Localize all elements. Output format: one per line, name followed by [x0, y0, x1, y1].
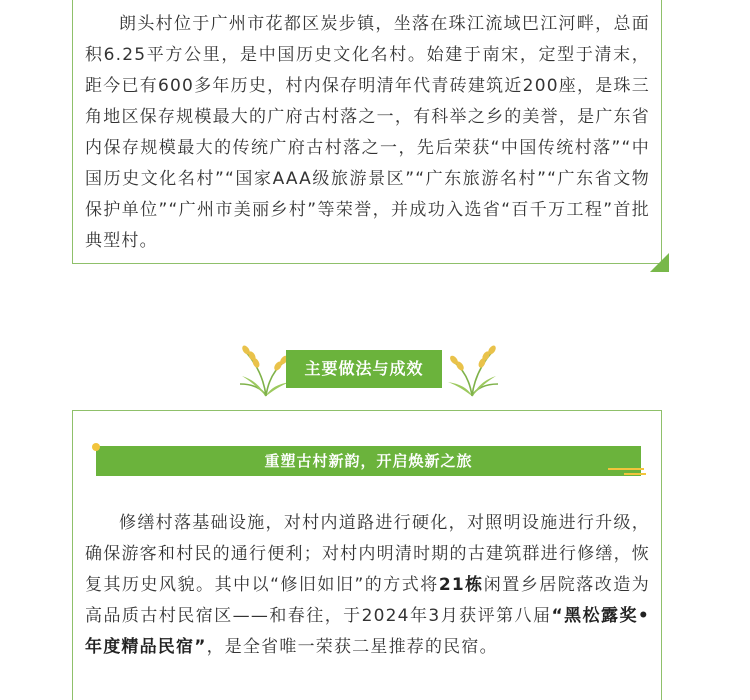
rice-sprig-right-icon: [442, 336, 502, 398]
highlight-award: “黑松露奖•年度精品民宿”: [85, 606, 650, 657]
highlight-count: 21栋: [438, 575, 484, 595]
paragraph-text: 闲置乡居院落改造为高品质古村民宿区——和春往，于2024年3月获评第八届: [85, 575, 650, 626]
dot-decoration-icon: [92, 443, 100, 451]
subsection-title: 重塑古村新韵，开启焕新之旅: [96, 446, 641, 476]
intro-paragraph: 朗头村位于广州市花都区炭步镇，坐落在珠江流域巴江河畔，总面积6.25平方公里，是中国历史文化名村。始建于南宋，定型于清末，距今已有600多年历史，村内保存明清年代青砖建筑近200座，是珠三角地区保存规模最大的广府古村落之一，有科举之乡的美誉，是广东省内保存规模最大的传统广府古村落之一，先后荣获“中国传统村落”“中国历史文化名村”“国家AAA级旅游景区”“广东旅游名村”“广东省文物保护单位”“广州市美丽乡村”等荣誉，并成功入选省“百千万工程”首批典型村。: [85, 14, 650, 251]
corner-fold-icon: [650, 253, 669, 272]
paragraph-text: 修缮村落基础设施，对村内道路进行硬化，对照明设施进行升级，确保游客和村民的通行便利；对村内明清时期的古建筑群进行修缮，恢复其历史风貌。其中以“修旧如旧”的方式将: [85, 513, 650, 595]
paragraph-text: ，是全省唯一荣获二星推荐的民宿。: [206, 637, 498, 657]
subsection-paragraph: [85, 508, 650, 663]
section-title: 主要做法与成效: [286, 350, 442, 388]
line-decoration-icon: [608, 468, 644, 470]
line-decoration-icon: [624, 473, 646, 475]
